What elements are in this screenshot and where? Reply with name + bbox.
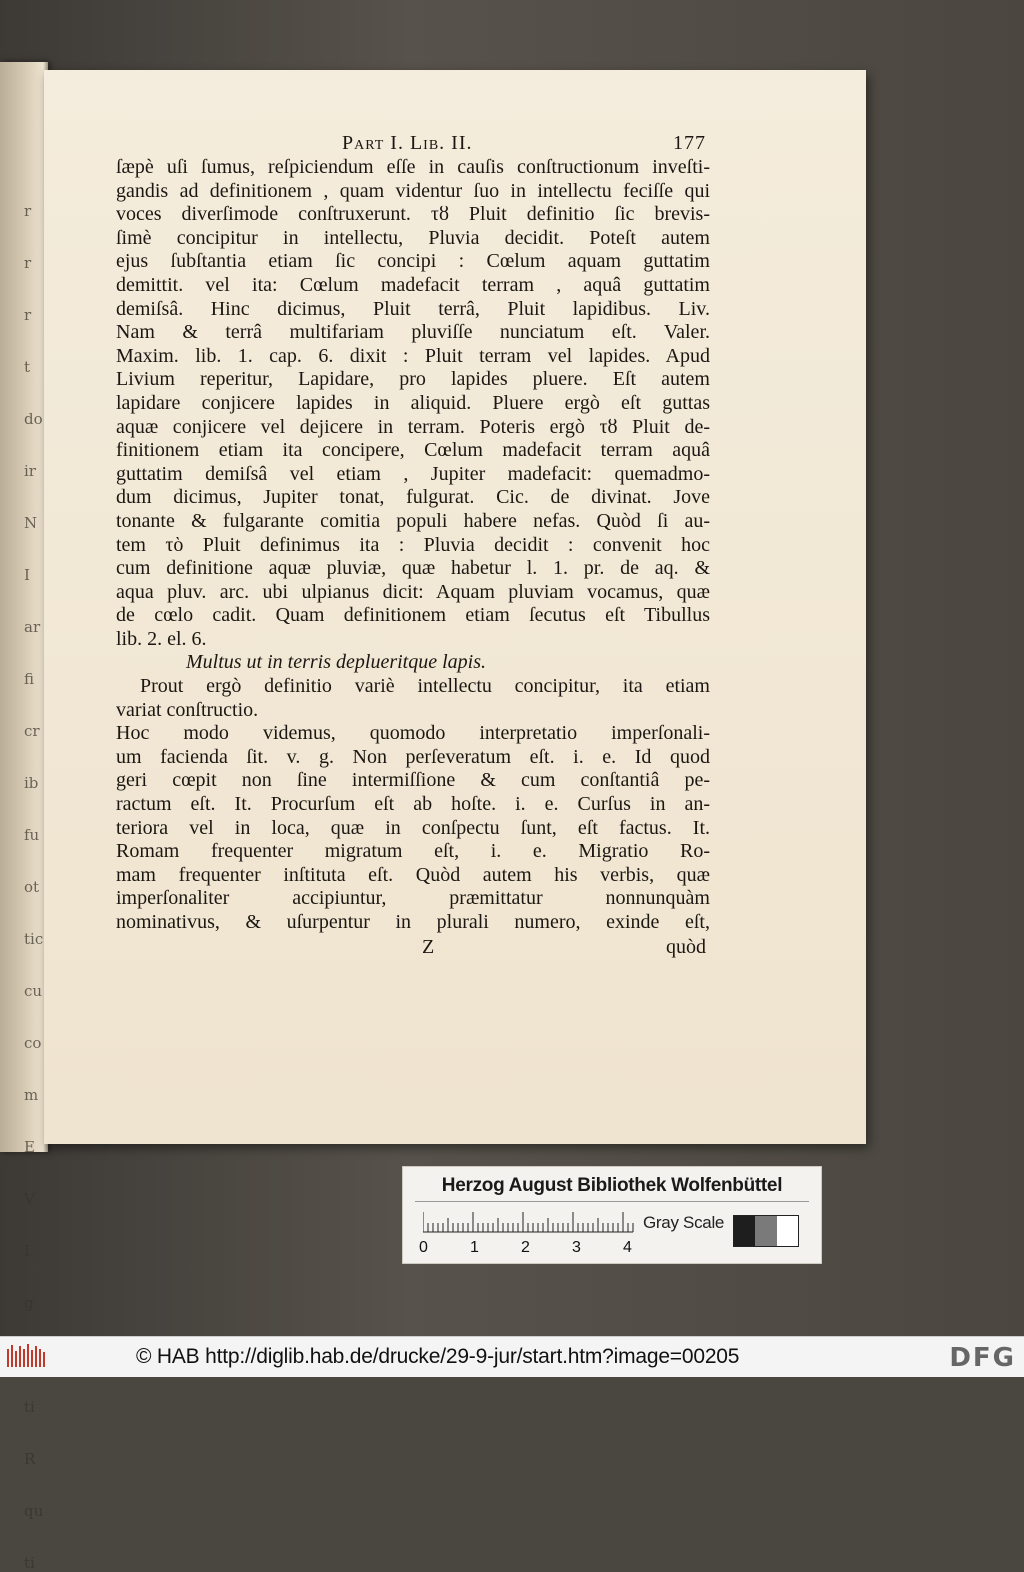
text-line: finitionem etiam ita concipere, Cœlum madefacit terram aquâ — [116, 439, 710, 462]
edge-letter: I — [24, 566, 30, 584]
ruler-number: 0 — [419, 1239, 428, 1256]
edge-letter: qu — [24, 1502, 44, 1520]
text-line: mam frequenter inſtituta eſt. Quòd autem his verbis, quæ — [116, 863, 710, 886]
text-line: um facienda ſit. v. g. Non perſeveratum eſt. i. e. Id quod — [116, 745, 710, 768]
edge-letter: ir — [24, 462, 36, 480]
card-divider — [415, 1201, 809, 1202]
edge-letter: r — [24, 202, 32, 220]
library-color-card — [402, 1166, 822, 1264]
edge-letter: N — [24, 514, 38, 532]
text-line: demittit. vel ita: Cœlum madefacit terram , aquâ guttatim — [116, 273, 710, 296]
book-page — [44, 70, 866, 1144]
edge-letter: r — [24, 254, 32, 272]
ruler-number: 2 — [521, 1239, 530, 1256]
edge-letter: g — [24, 1294, 34, 1312]
library-name: Herzog August Bibliothek Wolfenbüttel — [441, 1175, 783, 1196]
edge-letter: cu — [24, 982, 43, 1000]
text-line: Maxim. lib. 1. cap. 6. dixit : Pluit terram vel lapides. Apud — [116, 344, 710, 367]
text-line: gandis ad definitionem , quam videntur ſuo in intellectu feciſſe qui — [116, 179, 710, 202]
ruler-number: 1 — [470, 1239, 479, 1256]
edge-letter: tic — [24, 930, 44, 948]
text-line: tonante & fulgarante comitia populi habere nefas. Quòd ſi au- — [116, 509, 710, 532]
signature-mark: Z — [422, 935, 435, 958]
text-line: Hoc modo videmus, quomodo interpretatio imperſonali- — [116, 722, 710, 745]
text-line: voces diverſimode conſtruxerunt. τȣ Pluit definitio ſic brevis- — [116, 203, 710, 226]
text-line: Multus ut in terris deplueritque lapis. — [186, 651, 486, 674]
gray-patch-light — [777, 1216, 798, 1246]
dfg-logo: DFG — [949, 1343, 1016, 1373]
text-line: lapidare conjicere lapides in aliquid. Pluere ergò eſt guttas — [116, 391, 710, 414]
page-header — [116, 132, 710, 156]
text-line: teriora vel in loca, quæ in conſpectu ſunt, eſt factus. It. — [116, 816, 710, 839]
ruler-number: 3 — [572, 1239, 581, 1256]
hab-logo-icon — [6, 1343, 46, 1371]
ruler-ticks — [423, 1211, 635, 1233]
text-line: ractum eſt. It. Procurſum eſt ab hoſte. i. e. Curſus in an- — [116, 793, 710, 816]
edge-letter: ti — [24, 1398, 35, 1416]
edge-letter: cr — [24, 722, 40, 740]
ruler-number: 4 — [623, 1239, 632, 1256]
adjacent-page-edge — [0, 62, 48, 1572]
edge-letter: I — [24, 1242, 30, 1260]
ruler-numbers — [419, 1239, 649, 1257]
text-line: de cœlo cadit. Quam definitionem etiam ſecutus eſt Tibullus — [116, 604, 710, 627]
edge-letter: r — [24, 306, 32, 324]
edge-letter: E — [24, 1138, 35, 1156]
edge-letter: fu — [24, 826, 40, 844]
edge-letter: ot — [24, 878, 40, 896]
edge-letter: do — [24, 410, 43, 428]
text-line: nominativus, & uſurpentur in plurali numero, exinde eſt, — [116, 911, 710, 933]
edge-letter: ib — [24, 774, 39, 792]
permalink-text[interactable]: © HAB http://diglib.hab.de/drucke/29-9-jur/start.htm?image=00205 — [136, 1345, 740, 1368]
text-line: aqua pluv. arc. ubi ulpianus dicit: Aquam pluviam vocamus, quæ — [116, 580, 710, 603]
text-line: ejus ſubſtantia etiam ſic concipi : Cœlum aquam guttatim — [116, 250, 710, 273]
text-line: guttatim demiſsâ vel etiam , Jupiter madefacit: quemadmo- — [116, 462, 710, 485]
edge-letter: V — [24, 1190, 35, 1208]
text-line: Livium reperitur, Lapidare, pro lapides pluere. Eſt autem — [116, 368, 710, 391]
gray-patch-mid — [755, 1216, 776, 1246]
text-line: imperſonaliter accipiuntur, præmittatur nonnunquàm — [116, 887, 710, 910]
running-head: Part I. Lib. II. — [342, 132, 473, 154]
text-line: Nam & terrâ multifariam pluviſſe nunciatum eſt. Valer. — [116, 321, 710, 344]
edge-letter: R — [24, 1450, 36, 1468]
text-line: Prout ergò definitio variè intellectu concipitur, ita etiam — [140, 675, 710, 698]
edge-letter: co — [24, 1034, 42, 1052]
viewer-footer — [0, 1336, 1024, 1377]
catchword: quòd — [666, 935, 706, 958]
text-line: dum dicimus, Jupiter tonat, fulgurat. Cic. de divinat. Jove — [116, 486, 710, 509]
text-line: variat conſtructio. — [116, 698, 259, 721]
page-text — [116, 132, 710, 962]
text-line: cum definitione aquæ pluviæ, quæ habetur l. 1. pr. de aq. & — [116, 557, 710, 580]
gray-scale-label: Gray Scale — [643, 1213, 725, 1232]
edge-letter: ti — [24, 1554, 35, 1572]
edge-letter: t — [24, 358, 31, 376]
edge-letter: m — [24, 1086, 39, 1104]
gray-patch-dark — [734, 1216, 755, 1246]
text-line: demiſsâ. Hinc dicimus, Pluit terrâ, Pluit lapidibus. Liv. — [116, 297, 710, 320]
text-line: Romam frequenter migratum eſt, i. e. Migratio Ro- — [116, 840, 710, 863]
edge-letter: ar — [24, 618, 41, 636]
page-footer-line — [116, 936, 710, 962]
text-line: ſimè concipitur in intellectu, Pluvia decidit. Poteſt autem — [116, 226, 710, 249]
page-number: 177 — [673, 132, 706, 154]
text-line: geri cœpit non ſine intermiſſione & cum conſtantiâ pe- — [116, 769, 710, 792]
scale-ruler — [423, 1211, 635, 1233]
text-line: ſæpè uſi ſumus, reſpiciendum eſſe in cauſis conſtructionum inveſti- — [116, 156, 710, 178]
body-text — [116, 156, 710, 935]
text-line: aquæ conjicere vel dejicere in terram. Poteris ergò τȣ Pluit de- — [116, 415, 710, 438]
gray-scale-swatch — [733, 1215, 799, 1247]
text-line: tem τὸ Pluit definimus ita : Pluvia decidit : convenit hoc — [116, 533, 710, 556]
text-line: lib. 2. el. 6. — [116, 627, 207, 650]
edge-letter: fi — [24, 670, 35, 688]
